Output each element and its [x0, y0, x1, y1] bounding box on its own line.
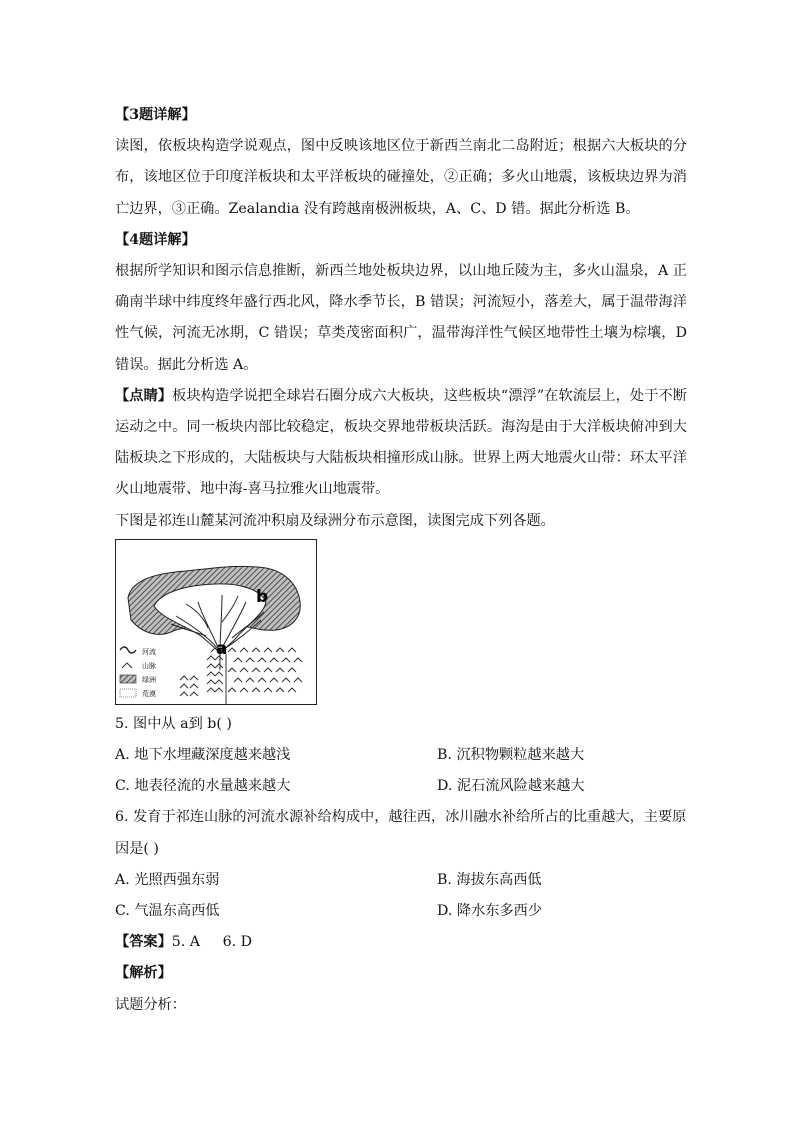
alluvial-fan-figure — [115, 539, 317, 705]
legend-mountain-symbol — [122, 663, 132, 668]
legend-desert-symbol — [120, 689, 136, 697]
answer-line — [115, 927, 687, 958]
mountain-symbols — [180, 648, 302, 704]
tip-label: 【点睛】 — [115, 387, 173, 404]
document-body — [115, 100, 687, 1021]
q6-options-row-2 — [115, 896, 687, 927]
answer-text: 5. A 6. D — [171, 934, 253, 951]
q5-option-b: B. 沉积物颗粒越来越大 — [437, 747, 585, 764]
section-3-text: 读图，依板块构造学说观点，图中反映该地区位于新西兰南北二岛附近；根据六大板块的分布，该地区位于印度洋板块和太平洋板块的碰撞处，②正确；多火山地震，该板块边界为消亡边界，③正确。Zealandia 没有跨越南极洲板块，A、C、D 错。据此分析选 B。 — [115, 138, 687, 217]
tip-paragraph — [115, 381, 687, 506]
label-a: a — [216, 638, 228, 659]
legend-mountain-label: 山脉 — [142, 661, 156, 670]
q6-stem: 6. 发育于祁连山脉的河流水源补给构成中，越往西，冰川融水补给所占的比重越大，主要原因是( ) — [115, 809, 687, 857]
q5-option-a: A. 地下水埋藏深度越来越浅 — [115, 747, 291, 764]
section-3-heading: 【3题详解】 — [115, 107, 196, 123]
q6-option-a: A. 光照西强东弱 — [115, 871, 220, 888]
q6-options-row-1 — [115, 865, 687, 896]
q5-stem: 5. 图中从 a到 b( ) — [115, 715, 232, 732]
q5-option-c: C. 地表径流的水量越来越大 — [115, 778, 291, 795]
q5-options-row-2 — [115, 771, 687, 802]
answer-label: 【答案】 — [115, 934, 172, 951]
legend-river-symbol — [120, 647, 136, 653]
section-4-heading: 【4题详解】 — [115, 231, 196, 248]
legend — [120, 647, 156, 698]
section-4-text: 根据所学知识和图示信息推断，新西兰地处板块边界，以山地丘陵为主，多火山温泉，A 正确南半球中纬度终年盛行西北风，降水季节长，B 错误；河流短小，落差大，属于温带海洋性气候，河流无冰期，C 错误；草类茂密面积广，温带海洋性气候区地带性土壤为棕壤，D 错误。据此分析选 A。 — [115, 263, 687, 373]
legend-desert-label: 荒漠 — [142, 689, 156, 698]
trial-analysis-text: 试题分析： — [115, 996, 186, 1013]
q6-option-b: B. 海拔东高西低 — [437, 871, 542, 888]
intro-text: 下图是祁连山麓某河流冲积扇及绿洲分布示意图，读图完成下列各题。 — [115, 512, 555, 529]
alluvial-fan-map — [116, 540, 316, 704]
legend-river-label: 河流 — [142, 647, 156, 656]
legend-oasis-symbol — [120, 675, 136, 683]
tip-text: 板块构造学说把全球岩石圈分成六大板块，这些板块“漂浮”在软流层上，处于不断运动之中。同一板块内部比较稳定，板块交界地带板块活跃。海沟是由于大洋板块俯冲到大陆板块之下形成的，大陆板块与大陆板块相撞形成山脉。世界上两大地震火山带：环太平洋火山地震带、地中海-喜马拉雅火山地震带。 — [115, 387, 687, 498]
q6-option-c: C. 气温东高西低 — [115, 903, 220, 920]
q5-options-row-1 — [115, 740, 687, 771]
analysis-label: 【解析】 — [115, 965, 172, 982]
q5-option-d: D. 泥石流风险越来越大 — [437, 778, 585, 795]
legend-oasis-label: 绿洲 — [142, 675, 156, 684]
alluvial-fan — [154, 584, 269, 654]
q6-option-d: D. 降水东多西少 — [437, 903, 543, 920]
label-b: b — [256, 586, 269, 607]
